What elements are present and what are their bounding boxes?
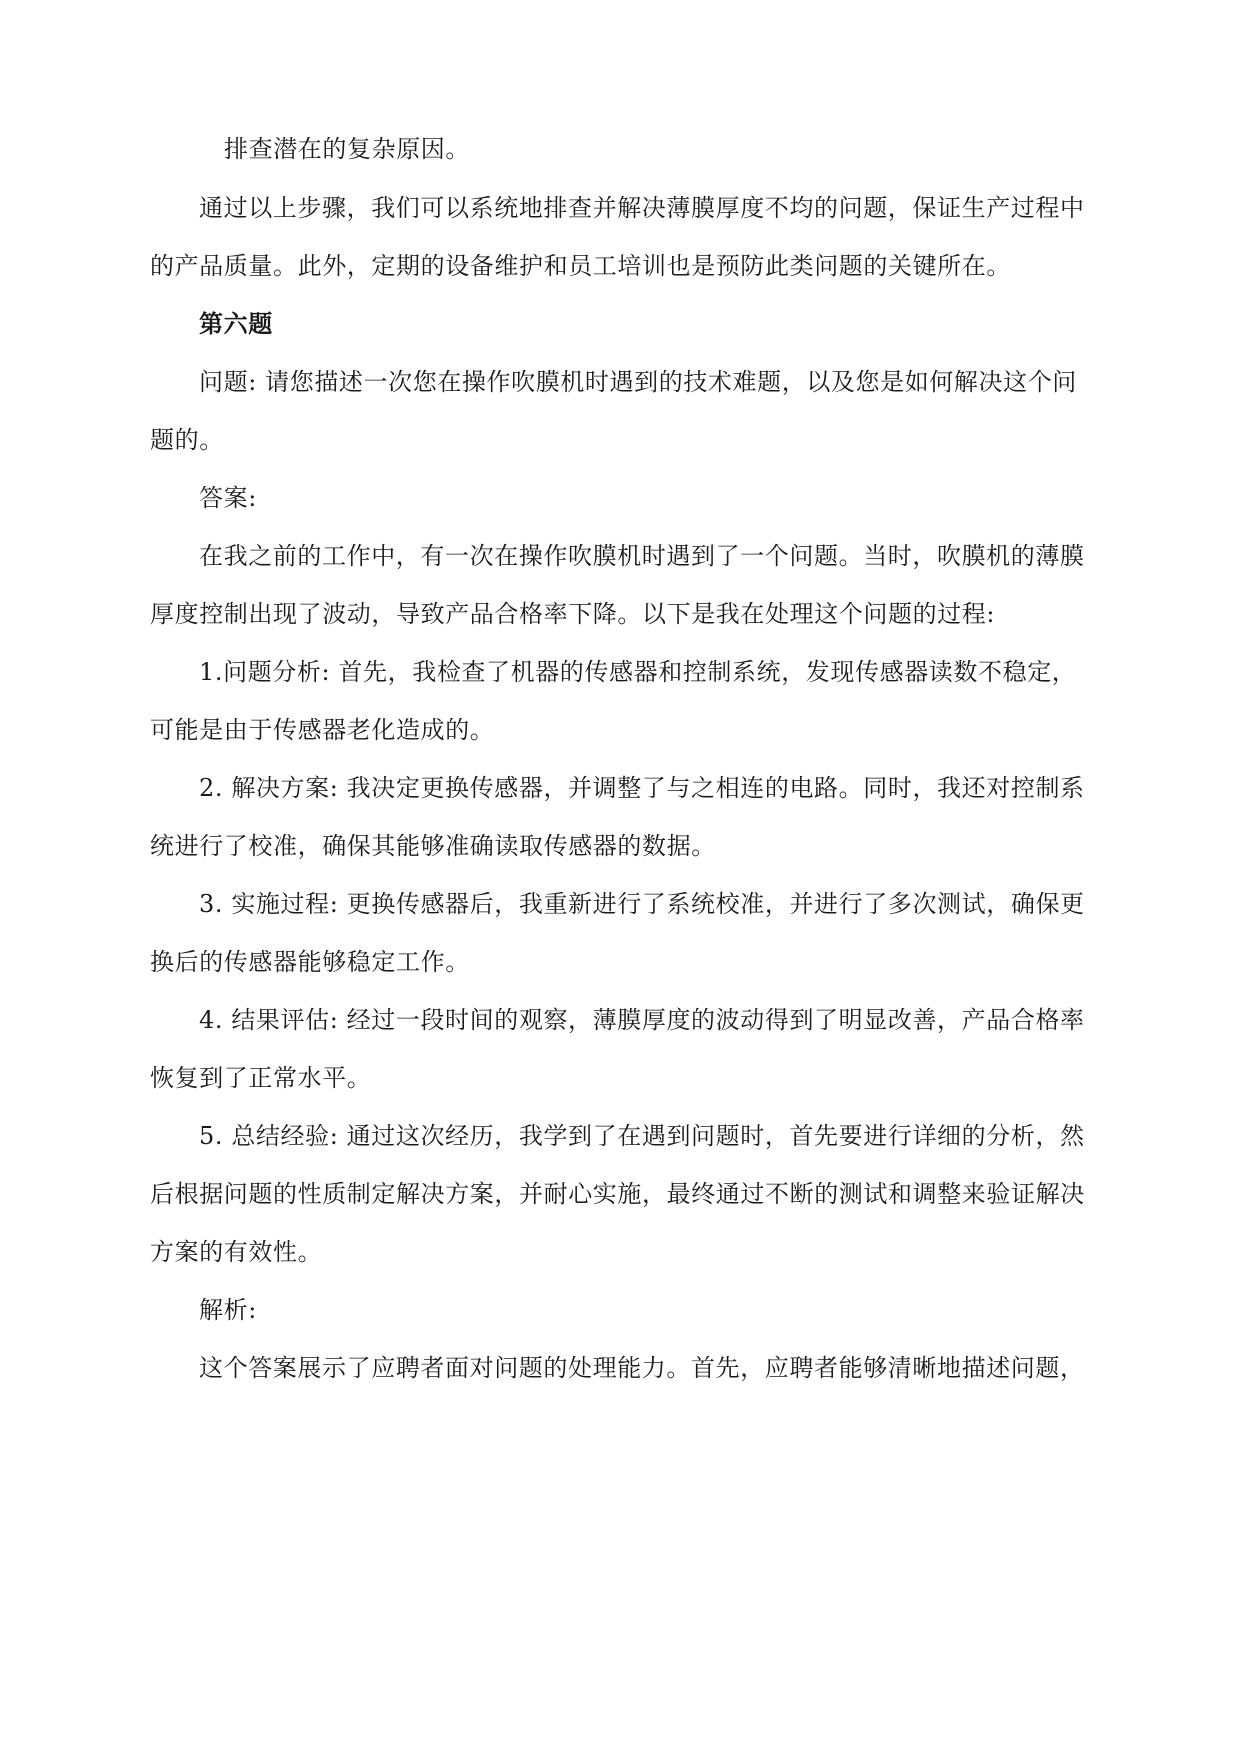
list-item-line: 5. 总结经验: 通过这次经历，我学到了在遇到问题时，首先要进行详细的分析，然	[199, 1122, 1085, 1150]
paragraph-line: 在我之前的工作中，有一次在操作吹膜机时遇到了一个问题。当时，吹膜机的薄膜	[199, 542, 1085, 570]
list-item-line: 4. 结果评估: 经过一段时间的观察，薄膜厚度的波动得到了明显改善，产品合格率	[199, 1006, 1085, 1034]
list-item-line: 可能是由于传感器老化造成的。	[150, 716, 495, 744]
list-item-line: 3. 实施过程: 更换传感器后，我重新进行了系统校准，并进行了多次测试，确保更	[199, 890, 1085, 918]
list-item-line: 2. 解决方案: 我决定更换传感器，并调整了与之相连的电路。同时，我还对控制系	[199, 774, 1085, 802]
paragraph-line: 通过以上步骤，我们可以系统地排查并解决薄膜厚度不均的问题，保证生产过程中	[199, 194, 1085, 222]
section-heading: 第六题	[199, 309, 273, 338]
answer-label: 答案:	[199, 484, 257, 512]
paragraph-line: 厚度控制出现了波动，导致产品合格率下降。以下是我在处理这个问题的过程:	[150, 600, 996, 628]
question-line: 题的。	[150, 426, 224, 454]
analysis-label: 解析:	[199, 1296, 257, 1324]
list-item-line: 换后的传感器能够稳定工作。	[150, 948, 470, 976]
paragraph-line: 排查潜在的复杂原因。	[224, 135, 470, 163]
list-item-line: 恢复到了正常水平。	[150, 1064, 372, 1092]
paragraph-line: 的产品质量。此外，定期的设备维护和员工培训也是预防此类问题的关键所在。	[150, 252, 1011, 280]
list-item-line: 统进行了校准，确保其能够准确读取传感器的数据。	[150, 832, 716, 860]
paragraph-line: 这个答案展示了应聘者面对问题的处理能力。首先，应聘者能够清晰地描述问题，	[199, 1354, 1085, 1382]
list-item-line: 1.问题分析: 首先，我检查了机器的传感器和控制系统，发现传感器读数不稳定，	[199, 658, 1077, 686]
question-line: 问题: 请您描述一次您在操作吹膜机时遇到的技术难题，以及您是如何解决这个问	[199, 368, 1077, 396]
list-item-line: 后根据问题的性质制定解决方案，并耐心实施，最终通过不断的测试和调整来验证解决	[150, 1180, 1085, 1208]
list-item-line: 方案的有效性。	[150, 1238, 323, 1266]
